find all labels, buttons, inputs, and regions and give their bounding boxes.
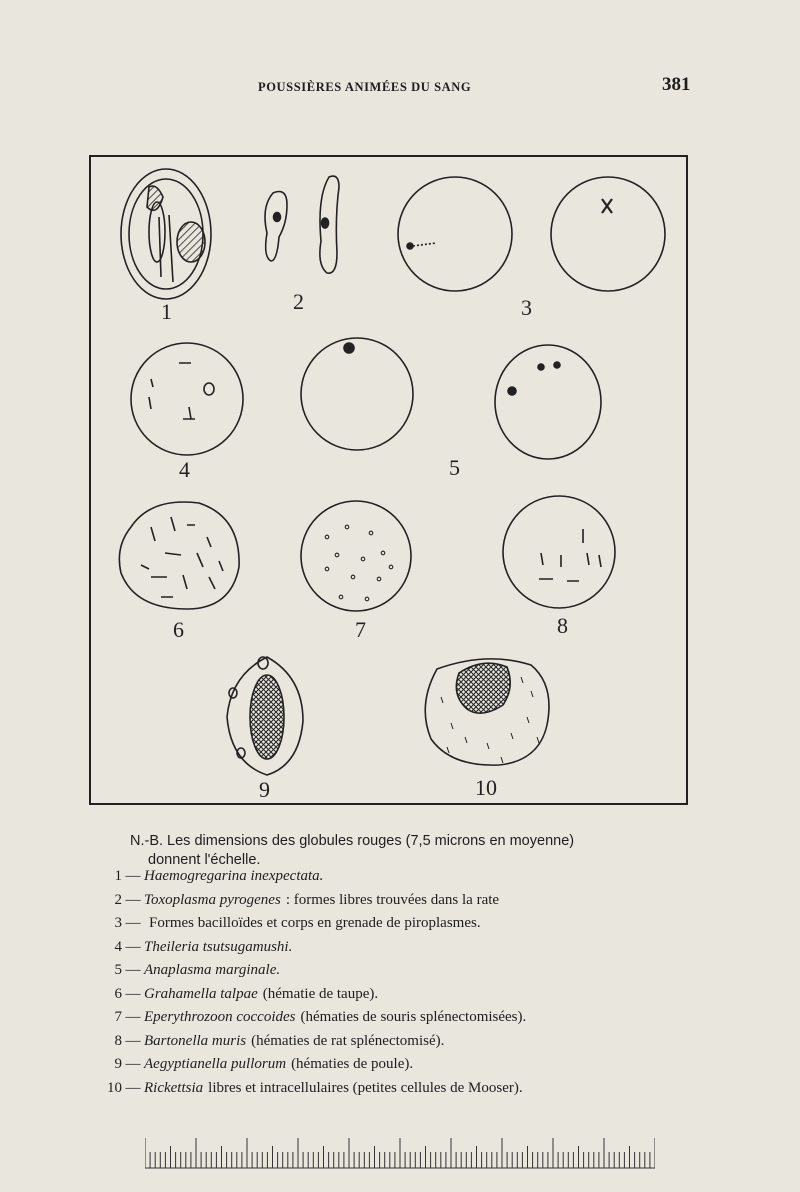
legend-dash: — bbox=[125, 938, 141, 955]
legend-item bbox=[98, 1080, 718, 1104]
legend-dash: — bbox=[125, 915, 141, 931]
scale-note bbox=[130, 832, 690, 870]
fig-number-4: 4 bbox=[179, 457, 190, 482]
fig8-bartonella-drawing bbox=[503, 496, 615, 608]
legend-dash: — bbox=[125, 1009, 141, 1025]
fig-number-7: 7 bbox=[355, 617, 366, 642]
legend-number: 7 bbox=[114, 1009, 122, 1025]
legend-item bbox=[98, 1033, 718, 1057]
legend-description: (hématie de taupe). bbox=[262, 985, 379, 1002]
legend-number: 10 bbox=[107, 1079, 122, 1096]
legend-description: (hématies de poule). bbox=[291, 1056, 414, 1072]
legend-item bbox=[98, 868, 718, 892]
legend-item bbox=[98, 939, 718, 963]
legend-number: 2 bbox=[114, 891, 122, 908]
fig1-cell-drawing bbox=[121, 169, 211, 299]
fig5-anaplasma-drawing bbox=[301, 338, 601, 459]
legend-number: 1 bbox=[114, 868, 122, 884]
legend-number: 5 bbox=[114, 962, 122, 978]
fig2-toxoplasma-drawing bbox=[265, 176, 339, 273]
fig3-cells-drawing bbox=[398, 177, 665, 291]
legend-item bbox=[98, 892, 718, 916]
legend-species: Bartonella muris bbox=[144, 1032, 247, 1049]
legend-number: 8 bbox=[114, 1032, 122, 1049]
legend-description: (hématies de rat splénectomisé). bbox=[251, 1032, 445, 1049]
scale-ruler bbox=[145, 1138, 655, 1170]
plate-drawings bbox=[91, 157, 686, 803]
legend-item bbox=[98, 1056, 718, 1080]
legend-description: libres et intracellulaires (petites cellules de Mooser). bbox=[208, 1079, 523, 1096]
legend-species: Rickettsia bbox=[144, 1079, 204, 1096]
legend-description: Formes bacilloïdes et corps en grenade de piroplasmes. bbox=[149, 915, 481, 931]
legend-dash: — bbox=[125, 1079, 141, 1096]
running-title: POUSSIÈRES ANIMÉES DU SANG bbox=[258, 80, 472, 94]
scale-note-line-2: donnent l'échelle. bbox=[148, 852, 261, 868]
fig-number-8: 8 bbox=[557, 613, 568, 638]
fig-number-1: 1 bbox=[161, 299, 172, 324]
fig-number-6: 6 bbox=[173, 617, 184, 642]
fig-number-10: 10 bbox=[475, 775, 497, 800]
legend-dash: — bbox=[125, 891, 141, 908]
legend-description: : formes libres trouvées dans la rate bbox=[285, 891, 500, 908]
legend-dash: — bbox=[125, 868, 141, 884]
fig10-rickettsia-drawing bbox=[425, 659, 549, 765]
legend-species: Theileria tsutsugamushi. bbox=[144, 938, 293, 955]
scale-note-line-1: N.-B. Les dimensions des globules rouges (7,5 microns en moyenne) bbox=[130, 833, 575, 849]
fig6-grahamella-drawing bbox=[119, 502, 239, 609]
legend-item bbox=[98, 962, 718, 986]
legend-dash: — bbox=[125, 962, 141, 978]
legend-number: 9 bbox=[114, 1056, 122, 1072]
legend-species: Haemogregarina inexpectata. bbox=[144, 868, 324, 884]
legend-description: (hématies de souris splénectomisées). bbox=[300, 1009, 527, 1025]
fig7-eperythrozoon-drawing bbox=[301, 501, 411, 611]
page-number: 381 bbox=[662, 74, 691, 95]
legend-species: Aegyptianella pullorum bbox=[144, 1056, 287, 1072]
figure-legend bbox=[98, 868, 718, 1103]
legend-species: Grahamella talpae bbox=[144, 985, 258, 1002]
fig4-theileria-drawing bbox=[131, 343, 243, 455]
legend-number: 4 bbox=[114, 938, 122, 955]
legend-dash: — bbox=[125, 1032, 141, 1049]
legend-number: 6 bbox=[114, 985, 122, 1002]
legend-dash: — bbox=[125, 1056, 141, 1072]
page-header bbox=[0, 74, 800, 100]
legend-species: Eperythrozoon coccoides bbox=[144, 1009, 296, 1025]
figure-plate bbox=[89, 155, 688, 805]
legend-item bbox=[98, 1009, 718, 1033]
fig-number-9: 9 bbox=[259, 777, 270, 802]
legend-dash: — bbox=[125, 985, 141, 1002]
legend-species: Toxoplasma pyrogenes bbox=[144, 891, 281, 908]
fig-number-5: 5 bbox=[449, 455, 460, 480]
fig-number-2: 2 bbox=[293, 289, 304, 314]
legend-item bbox=[98, 915, 718, 939]
legend-item bbox=[98, 986, 718, 1010]
legend-number: 3 bbox=[114, 915, 122, 931]
fig9-aegyptianella-drawing bbox=[227, 657, 303, 775]
legend-species: Anaplasma marginale. bbox=[144, 962, 281, 978]
fig-number-3: 3 bbox=[521, 295, 532, 320]
